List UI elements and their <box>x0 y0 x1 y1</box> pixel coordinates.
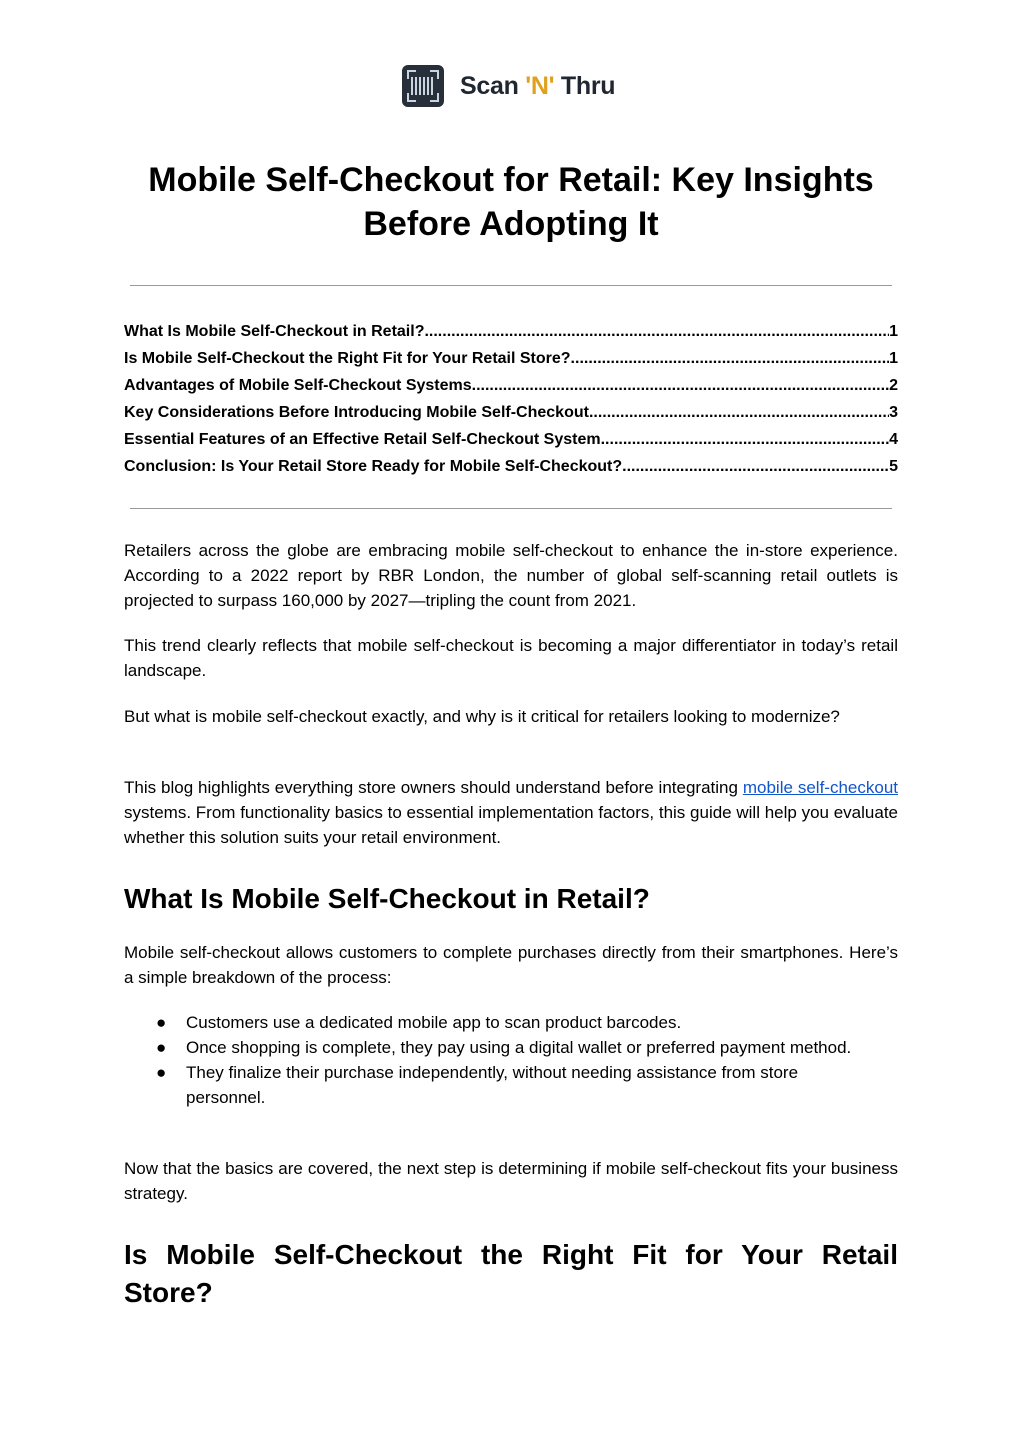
section-heading: What Is Mobile Self-Checkout in Retail? <box>124 883 650 914</box>
divider <box>130 508 892 509</box>
toc-item[interactable]: Essential Features of an Effective Retail Self-Checkout System ..... 4 <box>124 426 898 453</box>
toc-item[interactable]: Key Considerations Before Introducing Mobile Self-Checkout ..... 3 <box>124 399 898 426</box>
list-item: ● Customers use a dedicated mobile app to scan product barcodes. <box>124 1010 898 1035</box>
section-paragraph: Mobile self-checkout allows customers to complete purchases directly from their smartphones. Here’s a simple breakdown of the process: <box>124 943 898 987</box>
intro-paragraph: But what is mobile self-checkout exactly, and why is it critical for retailers looking to modernize? <box>124 707 840 726</box>
list-item: ● Once shopping is complete, they pay using a digital wallet or preferred payment method. <box>124 1035 898 1060</box>
document-title: Mobile Self-Checkout for Retail: Key Insights Before Adopting It <box>148 161 874 243</box>
toc-item[interactable]: Conclusion: Is Your Retail Store Ready for Mobile Self-Checkout? ..... 5 <box>124 453 898 480</box>
section-paragraph: Now that the basics are covered, the next step is determining if mobile self-checkout fits your business strategy. <box>124 1159 898 1203</box>
brand-name: Scan 'N' Thru <box>460 71 616 100</box>
brand-logo <box>402 64 615 108</box>
bullet-list <box>124 1010 898 1110</box>
barcode-scan-icon <box>402 65 444 107</box>
table-of-contents <box>124 318 898 480</box>
bullet-icon: ● <box>156 1013 167 1032</box>
toc-item[interactable]: Is Mobile Self-Checkout the Right Fit for Your Retail Store? ..... 1 <box>124 345 898 372</box>
intro-paragraph: Retailers across the globe are embracing mobile self-checkout to enhance the in-store experience. According to a 2022 report by RBR London, the number of global self-scanning retail outlets is projected to surpass 160,000 by 2027—tripling the count from 2021. <box>124 541 898 610</box>
toc-item[interactable]: What Is Mobile Self-Checkout in Retail? ..... 1 <box>124 318 898 345</box>
section-heading: Is Mobile Self-Checkout the Right Fit for Your Retail Store? <box>124 1239 898 1308</box>
list-item: ● They finalize their purchase independently, without needing assistance from store personnel. <box>124 1060 898 1110</box>
bullet-icon: ● <box>156 1038 167 1057</box>
intro-paragraph: This blog highlights everything store owners should understand before integrating mobile self-checkout systems. From functionality basics to essential implementation factors, this guide will help you evaluate whether this solution suits your retail environment. <box>124 778 898 847</box>
toc-item[interactable]: Advantages of Mobile Self-Checkout Systems ..... 2 <box>124 372 898 399</box>
intro-paragraph: This trend clearly reflects that mobile self-checkout is becoming a major differentiator in today’s retail landscape. <box>124 636 898 680</box>
divider <box>130 285 892 286</box>
mobile-self-checkout-link[interactable]: mobile self-checkout <box>742 778 898 797</box>
bullet-icon: ● <box>156 1063 167 1082</box>
